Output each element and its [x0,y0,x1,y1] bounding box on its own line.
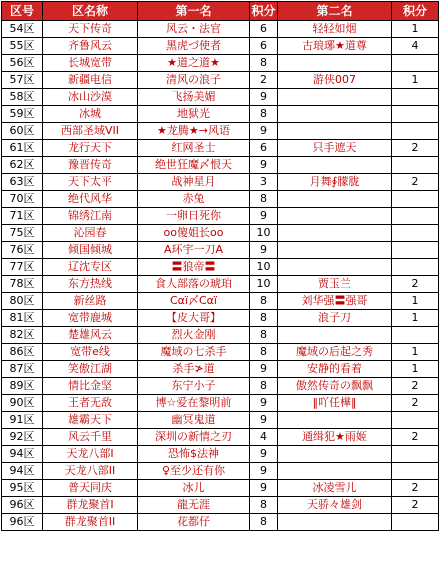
second-score-cell [392,157,439,174]
first-place-cell: 魔域の七杀手 [138,344,250,361]
second-score-cell: 2 [392,140,439,157]
first-place-cell: 【皮大哥】 [138,310,250,327]
first-score-cell: 9 [250,446,278,463]
zone-id-cell: 55区 [2,38,43,55]
second-place-cell: 通缉犯★雨姬 [278,429,392,446]
second-place-cell [278,208,392,225]
first-place-cell: A环宇一刀A [138,242,250,259]
second-score-cell [392,208,439,225]
second-place-cell: 轻轻如烟 [278,21,392,38]
zone-id-cell: 92区 [2,429,43,446]
first-place-cell: 战神星月 [138,174,250,191]
second-score-cell [392,106,439,123]
zone-name-cell: 辽沈专区 [43,259,138,276]
first-score-cell: 4 [250,429,278,446]
zone-name-cell: 新丝路 [43,293,138,310]
zone-name-cell: 沁园春 [43,225,138,242]
second-place-cell: 冰凌雪儿 [278,480,392,497]
table-row [2,259,439,276]
second-score-cell: 2 [392,378,439,395]
second-place-cell [278,225,392,242]
first-score-cell: 10 [250,225,278,242]
first-place-cell: 烈火金刚 [138,327,250,344]
first-place-cell: 风云・法官 [138,21,250,38]
first-place-cell: 冰儿 [138,480,250,497]
table-row [2,89,439,106]
first-place-cell: 一卵日死你 [138,208,250,225]
zone-id-cell: 89区 [2,378,43,395]
second-score-cell: 2 [392,429,439,446]
first-place-cell: Cαï〆Cαï [138,293,250,310]
header-zone-name: 区名称 [43,2,138,21]
second-score-cell: 1 [392,21,439,38]
table-row [2,480,439,497]
zone-id-cell: 63区 [2,174,43,191]
first-place-cell: 恐怖$法神 [138,446,250,463]
table-row [2,191,439,208]
first-place-cell: 杀手≯道 [138,361,250,378]
second-score-cell: 1 [392,344,439,361]
second-place-cell: 魔域の后起之秀 [278,344,392,361]
second-place-cell [278,191,392,208]
zone-name-cell: 东方热线 [43,276,138,293]
first-place-cell: 花都仔 [138,514,250,531]
header-zone-id: 区号 [2,2,43,21]
first-score-cell: 9 [250,480,278,497]
table-row [2,123,439,140]
zone-name-cell: 新疆电信 [43,72,138,89]
first-place-cell: ★龙腾★→风语 [138,123,250,140]
zone-name-cell: 情比金坚 [43,378,138,395]
table-row [2,157,439,174]
first-place-cell: 飞扬美媚 [138,89,250,106]
zone-name-cell: 长城宽带 [43,55,138,72]
first-score-cell: 10 [250,259,278,276]
second-place-cell [278,242,392,259]
second-score-cell: 4 [392,38,439,55]
second-place-cell: 月舞∮朦胧 [278,174,392,191]
zone-name-cell: 锦绣江南 [43,208,138,225]
zone-id-cell: 71区 [2,208,43,225]
second-place-cell [278,157,392,174]
zone-id-cell: 91区 [2,412,43,429]
zone-name-cell: 天下太平 [43,174,138,191]
first-score-cell: 9 [250,463,278,480]
second-score-cell: 1 [392,310,439,327]
zone-name-cell: 冰山沙漠 [43,89,138,106]
table-row [2,446,439,463]
zone-name-cell: 天龙八部I [43,446,138,463]
table-row [2,429,439,446]
first-score-cell: 6 [250,21,278,38]
zone-id-cell: 94区 [2,463,43,480]
second-place-cell: ‖吖任樺‖ [278,395,392,412]
first-place-cell: 食人部落の琥珀 [138,276,250,293]
zone-name-cell: 雄霸天下 [43,412,138,429]
zone-id-cell: 95区 [2,480,43,497]
zone-name-cell: 西部圣域VII [43,123,138,140]
second-score-cell [392,463,439,480]
first-score-cell: 6 [250,38,278,55]
zone-id-cell: 61区 [2,140,43,157]
zone-name-cell: 宽带鹿城 [43,310,138,327]
second-score-cell: 2 [392,276,439,293]
second-place-cell: 浪子刀 [278,310,392,327]
zone-name-cell: 王者无敌 [43,395,138,412]
zone-name-cell: 群龙聚首II [43,514,138,531]
first-score-cell: 8 [250,55,278,72]
first-place-cell: 〓狼帝〓 [138,259,250,276]
table-row [2,412,439,429]
zone-id-cell: 96区 [2,514,43,531]
second-place-cell: 游侠007 [278,72,392,89]
first-place-cell: 龍无涯 [138,497,250,514]
table-row [2,225,439,242]
second-place-cell [278,259,392,276]
table-row [2,242,439,259]
first-score-cell: 8 [250,293,278,310]
first-score-cell: 9 [250,123,278,140]
table-row [2,395,439,412]
table-row [2,276,439,293]
zone-name-cell: 豫晋传奇 [43,157,138,174]
second-place-cell: 刘华强〓强哥 [278,293,392,310]
zone-name-cell: 天下传奇 [43,21,138,38]
zone-name-cell: 天龙八部II [43,463,138,480]
zone-id-cell: 77区 [2,259,43,276]
second-place-cell [278,327,392,344]
first-score-cell: 8 [250,327,278,344]
zone-name-cell: 冰城 [43,106,138,123]
first-score-cell: 8 [250,497,278,514]
zone-name-cell: 齐鲁风云 [43,38,138,55]
first-place-cell: 红网圣士 [138,140,250,157]
second-score-cell [392,412,439,429]
first-score-cell: 9 [250,208,278,225]
first-place-cell: ★道之道★ [138,55,250,72]
first-score-cell: 8 [250,378,278,395]
first-place-cell: 清风の浪子 [138,72,250,89]
table-row [2,310,439,327]
zone-id-cell: 59区 [2,106,43,123]
zone-id-cell: 76区 [2,242,43,259]
second-score-cell: 1 [392,361,439,378]
header-second-score: 积分 [392,2,439,21]
table-row [2,174,439,191]
table-header [2,2,439,21]
zone-id-cell: 80区 [2,293,43,310]
first-score-cell: 9 [250,412,278,429]
zone-name-cell: 风云千里 [43,429,138,446]
second-place-cell: 古琅琊★道尊 [278,38,392,55]
first-score-cell: 8 [250,310,278,327]
second-score-cell: 2 [392,395,439,412]
first-score-cell: 3 [250,174,278,191]
table-row [2,21,439,38]
second-score-cell: 1 [392,293,439,310]
table-row [2,38,439,55]
first-score-cell: 6 [250,140,278,157]
zone-id-cell: 90区 [2,395,43,412]
ranking-table [1,1,439,531]
second-place-cell: 傲然传奇の飘飘 [278,378,392,395]
first-score-cell: 8 [250,191,278,208]
zone-id-cell: 96区 [2,497,43,514]
table-row [2,378,439,395]
first-place-cell: 深圳の新情之刃 [138,429,250,446]
second-score-cell [392,55,439,72]
second-place-cell [278,89,392,106]
second-score-cell: 1 [392,72,439,89]
second-score-cell [392,123,439,140]
first-score-cell: 9 [250,395,278,412]
second-score-cell [392,327,439,344]
table-row [2,72,439,89]
first-place-cell: 赤兔 [138,191,250,208]
table-row [2,208,439,225]
table-row [2,463,439,480]
first-place-cell: ♀至少还有你 [138,463,250,480]
second-score-cell [392,191,439,208]
header-first-place: 第一名 [138,2,250,21]
zone-id-cell: 62区 [2,157,43,174]
first-place-cell: 东宁小子 [138,378,250,395]
zone-id-cell: 60区 [2,123,43,140]
first-place-cell: 博☆爱在黎明前 [138,395,250,412]
first-score-cell: 9 [250,89,278,106]
table-row [2,344,439,361]
zone-id-cell: 81区 [2,310,43,327]
table-row [2,327,439,344]
second-place-cell [278,463,392,480]
second-score-cell [392,259,439,276]
table-row [2,514,439,531]
zone-id-cell: 86区 [2,344,43,361]
zone-id-cell: 87区 [2,361,43,378]
header-first-score: 积分 [250,2,278,21]
zone-id-cell: 78区 [2,276,43,293]
first-score-cell: 9 [250,361,278,378]
zone-name-cell: 笑傲江湖 [43,361,138,378]
second-place-cell [278,106,392,123]
zone-name-cell: 楚雄风云 [43,327,138,344]
zone-name-cell: 普天同庆 [43,480,138,497]
zone-id-cell: 82区 [2,327,43,344]
zone-id-cell: 57区 [2,72,43,89]
zone-name-cell: 倾国倾城 [43,242,138,259]
second-score-cell: 2 [392,480,439,497]
first-place-cell: oo傻姐长oo [138,225,250,242]
header-row [2,2,439,21]
first-place-cell: 黑虎づ使者 [138,38,250,55]
second-score-cell: 2 [392,174,439,191]
table-row [2,293,439,310]
second-score-cell [392,242,439,259]
first-score-cell: 2 [250,72,278,89]
table-row [2,497,439,514]
zone-id-cell: 70区 [2,191,43,208]
header-second-place: 第二名 [278,2,392,21]
zone-id-cell: 58区 [2,89,43,106]
zone-name-cell: 龙行天下 [43,140,138,157]
zone-name-cell: 绝代风华 [43,191,138,208]
first-score-cell: 10 [250,276,278,293]
second-score-cell [392,225,439,242]
second-place-cell: 天骄々雄剑 [278,497,392,514]
zone-id-cell: 56区 [2,55,43,72]
second-place-cell [278,446,392,463]
zone-id-cell: 94区 [2,446,43,463]
second-score-cell [392,514,439,531]
first-place-cell: 绝世狂魔〆恨天 [138,157,250,174]
zone-name-cell: 群龙聚首I [43,497,138,514]
table-row [2,140,439,157]
second-score-cell [392,446,439,463]
second-place-cell: 安静的看着 [278,361,392,378]
second-place-cell [278,123,392,140]
second-place-cell [278,55,392,72]
first-score-cell: 9 [250,242,278,259]
first-place-cell: 幽冥鬼道 [138,412,250,429]
table-row [2,361,439,378]
second-place-cell [278,514,392,531]
second-place-cell [278,412,392,429]
first-score-cell: 8 [250,514,278,531]
table-row [2,55,439,72]
second-place-cell: 贾玉兰 [278,276,392,293]
second-score-cell [392,89,439,106]
first-place-cell: 地狱光 [138,106,250,123]
second-place-cell: 只手遮天 [278,140,392,157]
second-score-cell: 2 [392,497,439,514]
zone-id-cell: 54区 [2,21,43,38]
first-score-cell: 9 [250,157,278,174]
first-score-cell: 8 [250,344,278,361]
table-row [2,106,439,123]
first-score-cell: 8 [250,106,278,123]
table-body [2,21,439,531]
zone-id-cell: 75区 [2,225,43,242]
zone-name-cell: 宽带e线 [43,344,138,361]
